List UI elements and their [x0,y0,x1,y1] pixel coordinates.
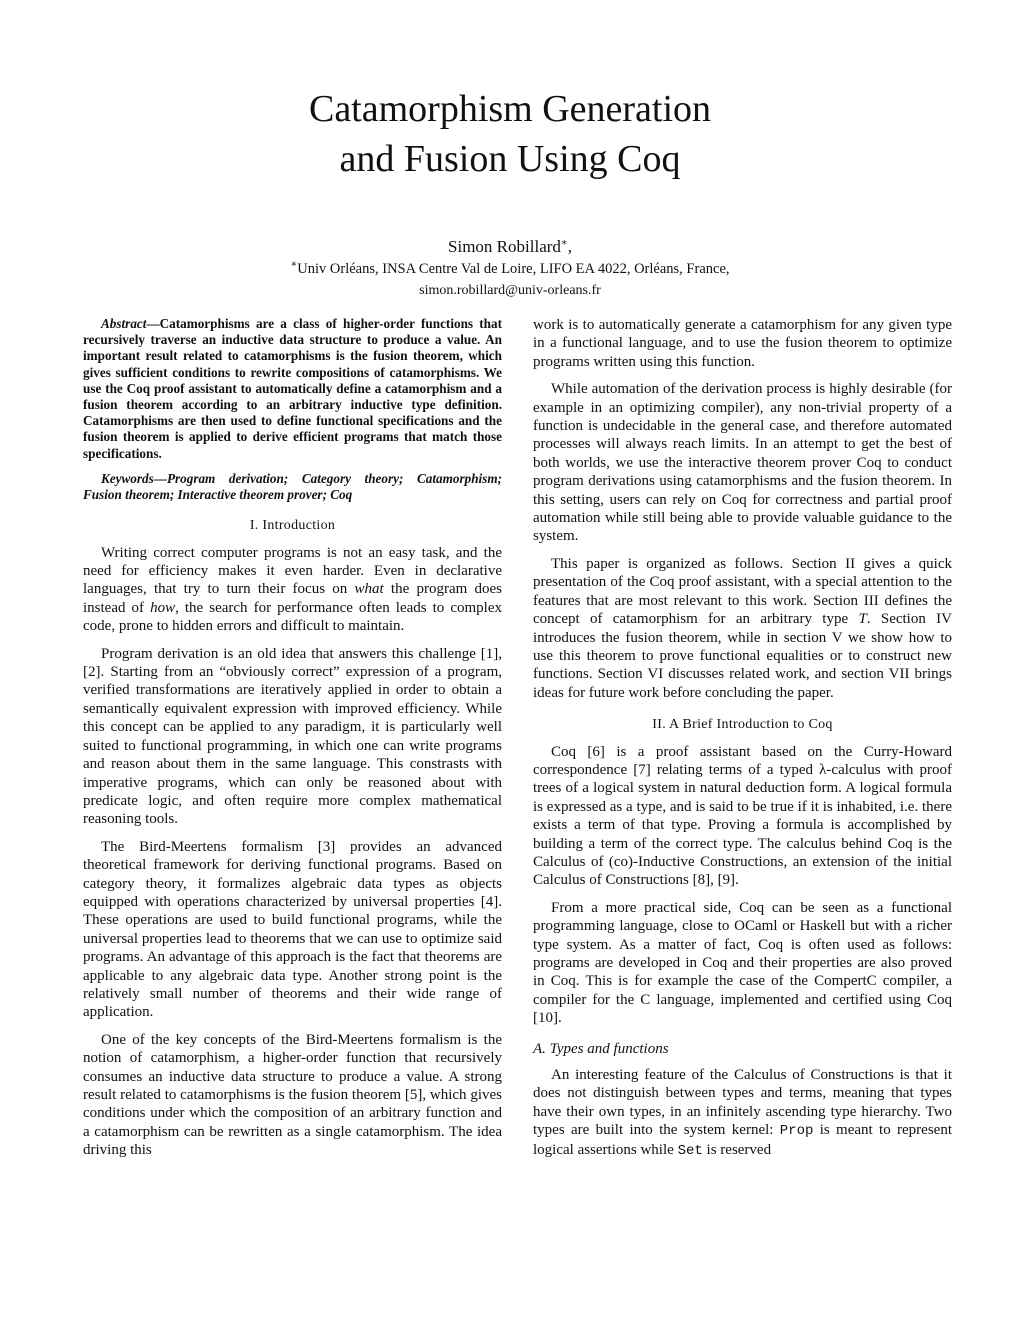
paragraph: This paper is organized as follows. Section II gives a quick presentation of the Coq proof assistant, with a special attention to the features that are most relevant to this work. Section III defines the concept of catamorphism for an arbitrary type T. Section IV introduces the fusion theorem, while in section V we show how to use this theorem to prove functional equalities or to construct new functions. Section VI discusses related work, and section VII brings ideas for future work before concluding the paper. [533,555,952,701]
author-email: simon.robillard@univ-orleans.fr [419,283,601,298]
abstract: Abstract—Catamorphisms are a class of higher-order functions that recursively traverse an inductive data structure to produce a value. An important result related to catamorphisms is the fusion theorem, which gives sufficient conditions to rewrite compositions of catamorphisms. We use the Coq proof assistant to automatically define a catamorphism and a fusion theorem according to an arbitrary inductive type definition. Catamorphisms are then used to define functional specifications and the fusion theorem is applied to derive efficient programs that match those specifications. [83,316,502,461]
paragraph: Program derivation is an old idea that answers this challenge [1], [2]. Starting from an “obviously correct” expression of a program, verified transformations are iteratively applied in order to obtain a semantically equivalent expression with improved efficiency. While this concept can be applied to any paradigm, it is particularly well suited to functional programming, in which one can write programs and reason about them in the same language. This constrasts with imperative programs, which can only be reasoned about with predicate logic, and often require more complex mathematical reasoning tools. [83,645,502,828]
paragraph: While automation of the derivation process is highly desirable (for example in an optimizing compiler), any non-trivial property of a function is undecidable in the general case, and therefore automated processes will always reach limits. In an attempt to get the best of both worlds, we use the interactive theorem prover Coq to conduct program derivations using catamorphisms and the fusion theorem. In this setting, users can rely on Coq for correctness and partial proof automation while still being able to provide valuable guidance to the system. [533,381,952,545]
paragraph: An interesting feature of the Calculus of Constructions is that it does not distinguish between types and terms, meaning that types have their own types, in an infinitely ascending type hierarchy. Two types are built into the system kernel: Prop is meant to represent logical assertions while Set is reserved [533,1067,952,1159]
paragraph: From a more practical side, Coq can be seen as a functional programming language, close to OCaml or Haskell but with a richer type system. As a matter of fact, Coq is often used as follows: programs are developed in Coq and their properties are also proved in Coq. This is for example the case of the CompertC compiler, a compiler for the C language, implemented and certified using Coq [10]. [533,899,952,1027]
keywords: Keywords—Program derivation; Category theory; Catamorphism; Fusion theorem; Interactive theorem prover; Coq [83,470,502,503]
paragraph: work is to automatically generate a catamorphism for any given type in a functional language, and to use the fusion theorem to optimize programs written using this function. [533,317,952,370]
paragraph: The Bird-Meertens formalism [3] provides an advanced theoretical framework for deriving functional programs. Based on category theory, it formalizes algebraic data types as objects equipped with operations characterized by universal properties [4]. These operations are used to build functional programs, while the universal properties lead to theorems that we can use to optimize said programs. An advantage of this approach is the fact that theorems are applicable to any algebraic data type. Another strong point is the relatively small number of theorems and their wide range of application. [83,838,502,1021]
title-line-1: Catamorphism Generation [308,88,712,130]
subsection-heading-types: A. Types and functions [533,1040,669,1057]
right-column [533,316,952,1169]
paragraph: Coq [6] is a proof assistant based on the Curry-Howard correspondence [7] relating terms of a typed λ-calculus with proof trees of a logical system in natural deduction form. A logical formula is expressed as a type, and is said to be true if it is inhabited, i.e. there exists a term of that type. Proving a formula is accomplished by building a term of the correct type. The calculus behind Coq is the Calculus of (co)-Inductive Constructions, an extension of the initial Calculus of Constructions [8], [9]. [533,743,952,889]
title-line-2: and Fusion Using Coq [339,138,681,180]
left-column [83,316,502,1169]
affiliation: ∗Univ Orléans, INSA Centre Val de Loire, LIFO EA 4022, Orléans, France, [290,259,730,277]
paper-title [0,84,1020,184]
paragraph: One of the key concepts of the Bird-Meertens formalism is the notion of catamorphism, a higher-order function that recursively consumes an inductive data structure to produce a value. A strong result related to catamorphisms is the fusion theorem [5], which gives conditions under which the composition of an arbitrary function and a catamorphism can be rewritten as a single catamorphism. The idea driving this [83,1031,502,1159]
paragraph: Writing correct computer programs is not an easy task, and the need for efficiency makes it even harder. Even in declarative languages, that try to turn their focus on what the program does instead of how, the search for performance often leads to complex code, prone to hidden errors and difficult to maintain. [83,544,502,635]
section-heading-coq: II. A Brief Introduction to Coq [652,717,833,733]
author-name: Simon Robillard∗, [448,237,572,256]
section-heading-introduction: I. Introduction [249,518,336,534]
